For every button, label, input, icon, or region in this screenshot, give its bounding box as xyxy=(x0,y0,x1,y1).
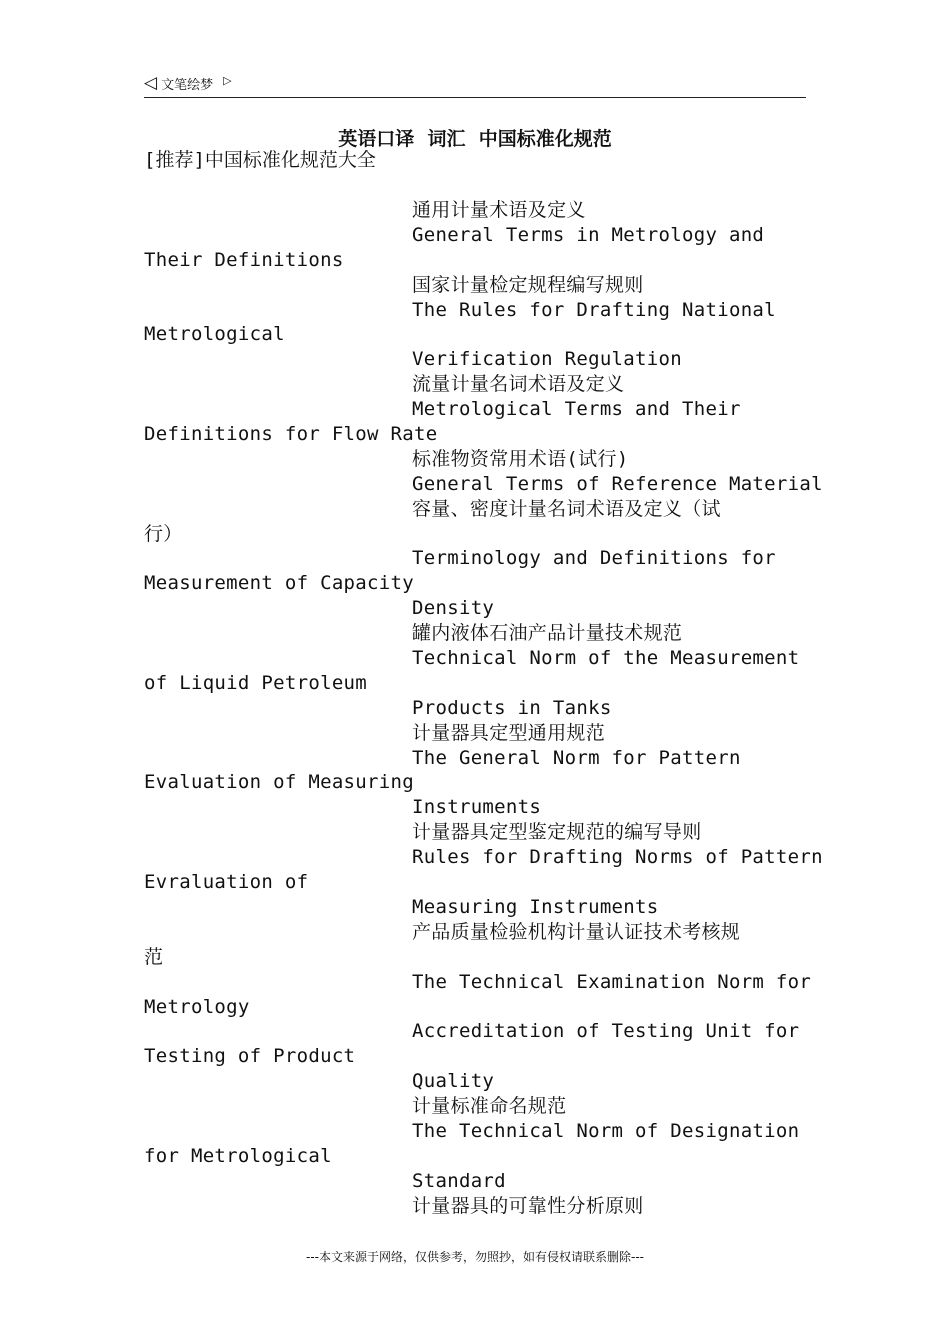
text-line: General Terms in Metrology and xyxy=(412,223,765,246)
text-line: Measurement of Capacity xyxy=(144,572,414,595)
text-line: 计量器具的可靠性分析原则 xyxy=(412,1194,644,1217)
text-line: 标准物资常用术语(试行) xyxy=(412,447,629,470)
header-rule xyxy=(144,97,806,98)
text-line: Rules for Drafting Norms of Pattern xyxy=(412,846,823,869)
text-line: 计量标准命名规范 xyxy=(412,1095,567,1118)
text-line: The Technical Examination Norm for xyxy=(412,970,812,993)
text-line: for Metrological xyxy=(144,1144,332,1167)
term-list xyxy=(144,198,823,1219)
text-line: Verification Regulation xyxy=(412,348,682,371)
text-line: 产品质量检验机构计量认证技术考核规 xyxy=(412,920,741,943)
text-line: Measuring Instruments xyxy=(412,895,659,918)
text-line: Accreditation of Testing Unit for xyxy=(412,1020,800,1043)
text-line: Definitions for Flow Rate xyxy=(144,423,438,446)
page-header xyxy=(144,74,232,93)
text-line: Evaluation of Measuring xyxy=(144,771,414,794)
text-line: 计量器具定型通用规范 xyxy=(412,721,606,744)
text-line: Density xyxy=(412,597,495,620)
text-line: Technical Norm of the Measurement xyxy=(412,647,800,670)
header-brand: 文笔绘梦 xyxy=(161,78,214,93)
text-line: The Technical Norm of Designation xyxy=(412,1119,800,1142)
text-line: Metrological Terms and Their xyxy=(412,398,741,421)
text-line: Terminology and Definitions for xyxy=(412,547,776,570)
text-line: Their Definitions xyxy=(144,248,344,271)
text-line: Standard xyxy=(412,1169,506,1192)
text-line: The Rules for Drafting National xyxy=(412,298,776,321)
text-line: of Liquid Petroleum xyxy=(144,671,368,694)
text-line: Quality xyxy=(412,1070,495,1093)
text-line: 容量、密度计量名词术语及定义（试 xyxy=(412,497,721,520)
text-line: 通用计量术语及定义 xyxy=(412,199,586,221)
text-line: 行） xyxy=(144,522,183,545)
page-footer: ---本文来源于网络，仅供参考，勿照抄，如有侵权请联系删除--- xyxy=(306,1250,644,1264)
text-line: Metrology xyxy=(144,995,250,1018)
document-title: 英语口译 词汇 中国标准化规范 xyxy=(338,128,612,150)
text-line: Products in Tanks xyxy=(412,696,612,719)
text-line: Instruments xyxy=(412,796,542,819)
text-line: 国家计量检定规程编写规则 xyxy=(412,273,644,296)
text-line: 罐内液体石油产品计量技术规范 xyxy=(412,622,683,645)
text-line: Testing of Product xyxy=(144,1045,356,1068)
text-line: Metrological xyxy=(144,323,285,346)
left-triangle-icon: ◁ xyxy=(144,73,158,93)
text-line: General Terms of Reference Material xyxy=(412,472,823,495)
text-line: The General Norm for Pattern xyxy=(412,746,741,769)
text-line: 流量计量名词术语及定义 xyxy=(412,373,625,396)
text-line: 范 xyxy=(144,945,164,968)
intro-line: [推荐]中国标准化规范大全 xyxy=(144,149,376,171)
text-line: Evraluation of xyxy=(144,871,309,894)
text-line: 计量器具定型鉴定规范的编写导则 xyxy=(412,821,702,844)
right-triangle-icon: ▷ xyxy=(223,74,232,87)
